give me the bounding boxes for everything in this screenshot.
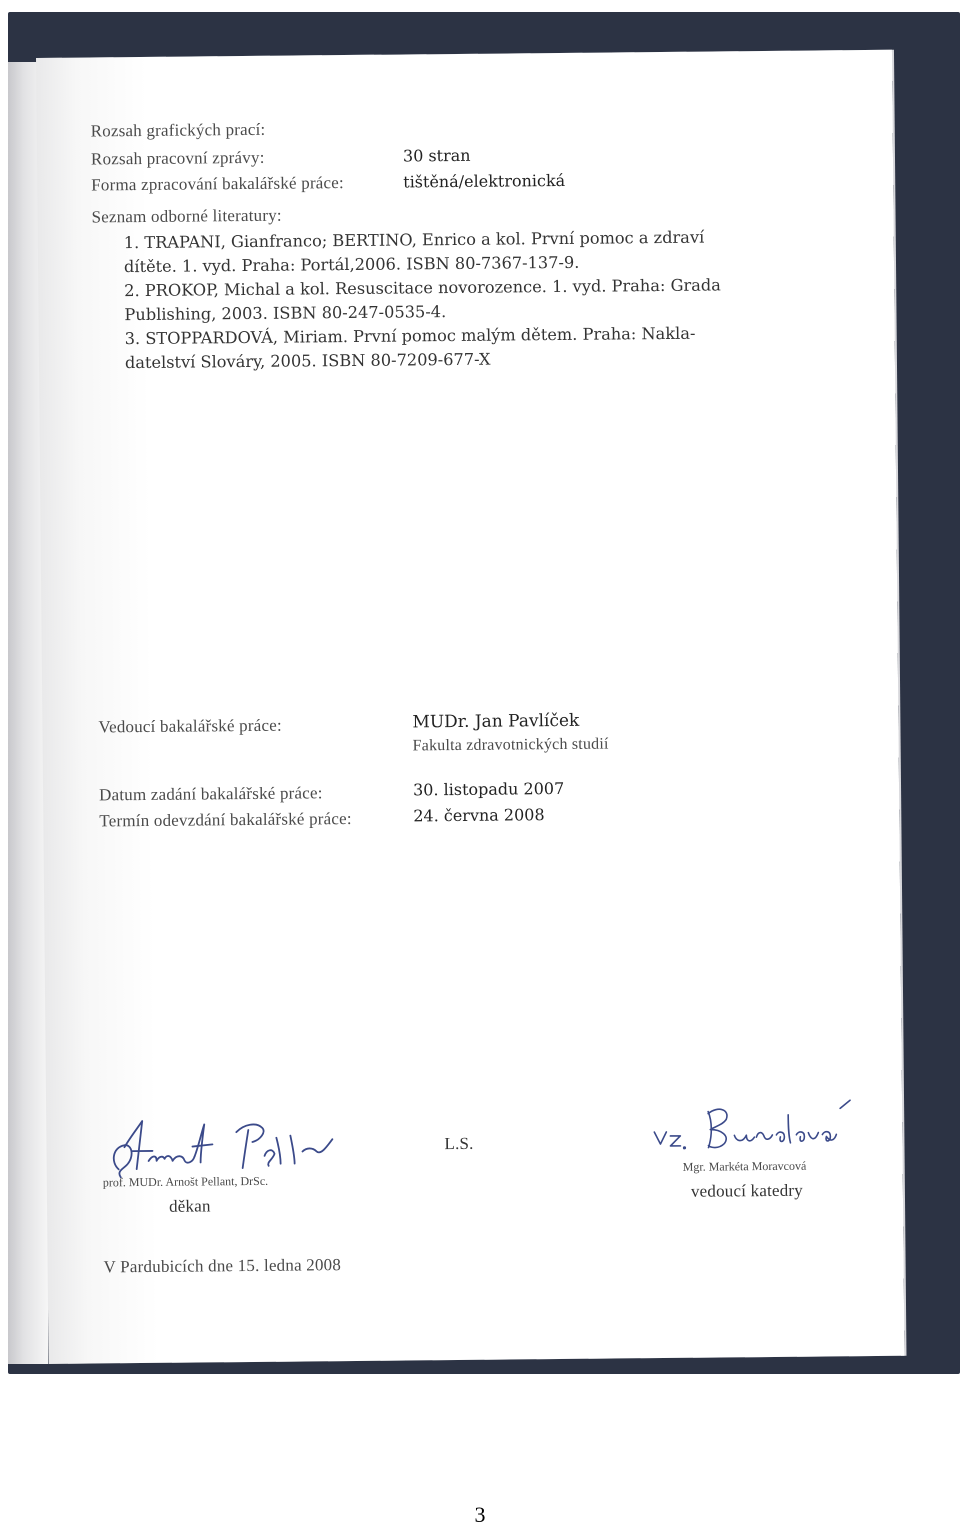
seal-placeholder: L.S. [444, 1133, 474, 1154]
literature-item-1-line2: dítěte. 1. vyd. Praha: Portál,2006. ISBN 80-7367-137-9. [123, 252, 580, 277]
supervisor-label: Vedoucí bakalářské práce: [98, 715, 282, 737]
assigned-date-value: 30. listopadu 2007 [412, 778, 565, 800]
literature-item-2-line1: 2. PROKOP, Michal a kol. Resuscitace novorozence. 1. vyd. Praha: Grada [124, 275, 721, 301]
document-page [36, 50, 904, 1364]
literature-item-3-line2: datelství Slováry, 2005. ISBN 80-7209-677-X [124, 349, 491, 373]
dean-name: prof. MUDr. Arnošt Pellant, DrSc. [102, 1173, 269, 1190]
due-date-value: 24. června 2008 [413, 805, 545, 826]
report-length-label: Rozsah pracovní zprávy: [90, 147, 265, 169]
work-form-label: Forma zpracování bakalářské práce: [91, 173, 345, 195]
head-title: vedoucí katedry [690, 1180, 804, 1201]
head-name: Mgr. Markéta Moravcová [682, 1158, 807, 1174]
supervisor-faculty: Fakulta zdravotnických studií [412, 735, 609, 755]
supervisor-name: MUDr. Jan Pavlíček [412, 710, 580, 733]
literature-item-1-line1: 1. TRAPANI, Gianfranco; BERTINO, Enrico a kol. První pomoc a zdraví [123, 227, 705, 253]
literature-label: Seznam odborné literatury: [91, 205, 282, 227]
page-number: 3 [474, 1502, 486, 1527]
literature-item-2-line2: Publishing, 2003. ISBN 80-247-0535-4. [124, 302, 447, 325]
graphic-works-label: Rozsah grafických prací: [90, 119, 266, 141]
due-date-label: Termín odevzdání bakalářské práce: [99, 809, 352, 831]
report-length-value: 30 stran [402, 145, 471, 166]
head-signature [646, 1090, 867, 1162]
assigned-date-label: Datum zadání bakalářské práce: [98, 783, 323, 805]
dean-title: děkan [168, 1196, 211, 1216]
place-date: V Pardubicích dne 15. ledna 2008 [103, 1255, 342, 1277]
literature-item-3-line1: 3. STOPPARDOVÁ, Miriam. První pomoc malým dětem. Praha: Nakla- [124, 323, 696, 349]
work-form-value: tištěná/elektronická [403, 170, 566, 192]
